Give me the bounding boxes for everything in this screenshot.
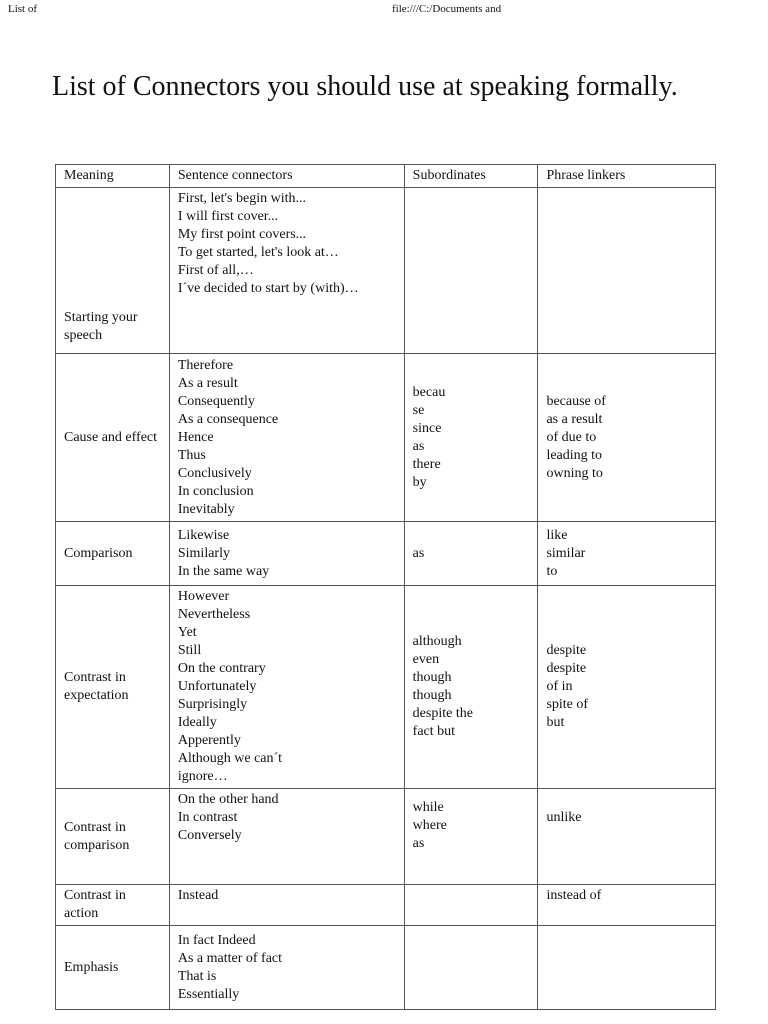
cell-line: Surprisingly [177, 697, 248, 712]
connectors-table [55, 164, 716, 1010]
table-row [56, 354, 716, 522]
column-header-sentence-connectors: Sentence connectors [169, 165, 404, 188]
meaning-cell: Contrast in expectation [56, 586, 170, 789]
cell-line: My first point covers... [177, 227, 307, 242]
cell-line: although [412, 634, 462, 649]
sentence-connectors-cell [169, 789, 404, 885]
cell-line: similar [546, 545, 586, 561]
cell-line: leading to [546, 447, 603, 463]
page-header-title: List of [8, 3, 38, 15]
cell-line: despite [546, 643, 587, 658]
cell-line: In the same way [177, 563, 270, 579]
column-header-subordinates: Subordinates [404, 165, 538, 188]
cell-line: On the contrary [177, 661, 266, 676]
cell-line: To get started, let's look at… [177, 245, 339, 260]
cell-line: Ideally [177, 715, 217, 730]
cell-line: even [412, 652, 440, 667]
meaning-cell: Contrast in action [56, 885, 170, 926]
cell-line: instead of [546, 888, 602, 903]
cell-line: Essentially [177, 986, 240, 1002]
subordinates-cell [404, 354, 538, 522]
cell-line: fact but [412, 724, 456, 739]
table-row [56, 885, 716, 926]
sentence-connectors-cell [169, 586, 404, 789]
cell-line: despite the [412, 706, 473, 721]
cell-line: As a matter of fact [177, 950, 283, 966]
cell-line: Thus [177, 447, 206, 463]
cell-line: despite [546, 661, 587, 676]
column-header-meaning: Meaning [56, 165, 170, 188]
meaning-cell: Starting your speech [56, 188, 170, 354]
cell-line: se [412, 402, 425, 418]
cell-line: unlike [546, 810, 582, 825]
cell-line: owning to [546, 465, 603, 481]
subordinates-cell [404, 789, 538, 885]
cell-line: I will first cover... [177, 209, 279, 224]
table-row [56, 188, 716, 354]
cell-line: Therefore [177, 357, 234, 373]
cell-line: That is [177, 968, 217, 984]
cell-line: First, let's begin with... [177, 191, 306, 206]
cell-line: because of [546, 393, 606, 409]
table-row [56, 926, 716, 1010]
sentence-connectors-cell [169, 188, 404, 354]
cell-line: On the other hand [177, 792, 279, 807]
page-header-url: file:///C:/Documents and [392, 3, 502, 15]
meaning-cell: Contrast in comparison [56, 789, 170, 885]
cell-line: of in [546, 679, 573, 694]
meaning-cell: Emphasis [56, 926, 170, 1010]
sentence-connectors-cell [169, 522, 404, 586]
table-header-row [56, 165, 716, 188]
column-header-phrase-linkers: Phrase linkers [538, 165, 716, 188]
cell-line: As a result [177, 375, 238, 391]
subordinates-cell [404, 522, 538, 586]
subordinates-cell [404, 885, 538, 926]
cell-line: Conclusively [177, 465, 252, 481]
cell-line: there [412, 456, 441, 472]
cell-line: In contrast [177, 810, 238, 825]
table-row [56, 586, 716, 789]
phrase-linkers-cell [538, 885, 716, 926]
cell-line: Likewise [177, 527, 230, 543]
cell-line: as [412, 836, 425, 851]
cell-line: As a consequence [177, 411, 279, 427]
cell-line: but [546, 715, 565, 730]
cell-line: However [177, 589, 230, 604]
cell-line: Apperently [177, 733, 241, 748]
cell-line: ignore… [177, 769, 228, 784]
phrase-linkers-cell [538, 926, 716, 1010]
sentence-connectors-cell [169, 354, 404, 522]
phrase-linkers-cell [538, 789, 716, 885]
phrase-linkers-cell [538, 354, 716, 522]
cell-line: where [412, 818, 447, 833]
phrase-linkers-cell [538, 586, 716, 789]
subordinates-cell [404, 188, 538, 354]
cell-line: as a result [546, 411, 603, 427]
subordinates-cell [404, 926, 538, 1010]
cell-line: In fact Indeed [177, 932, 256, 948]
subordinates-cell [404, 586, 538, 789]
cell-line: Nevertheless [177, 607, 251, 622]
cell-line: though [412, 670, 452, 685]
cell-line: by [412, 474, 427, 490]
cell-line: Inevitably [177, 501, 235, 517]
sentence-connectors-cell [169, 885, 404, 926]
phrase-linkers-cell [538, 188, 716, 354]
cell-line: Hence [177, 429, 214, 445]
cell-line: Still [177, 643, 202, 658]
sentence-connectors-cell [169, 926, 404, 1010]
table-row [56, 789, 716, 885]
cell-line: like [546, 527, 568, 543]
phrase-linkers-cell [538, 522, 716, 586]
cell-line: though [412, 688, 452, 703]
cell-line: Yet [177, 625, 197, 640]
table-row [56, 522, 716, 586]
cell-line: Although we can´t [177, 751, 283, 766]
meaning-cell: Cause and effect [56, 354, 170, 522]
meaning-cell: Comparison [56, 522, 170, 586]
cell-line: Unfortunately [177, 679, 257, 694]
cell-line: to [546, 563, 558, 579]
cell-line: becau [412, 384, 446, 400]
cell-line: Conversely [177, 828, 242, 843]
cell-line: since [412, 420, 442, 436]
cell-line: In conclusion [177, 483, 254, 499]
cell-line: of due to [546, 429, 597, 445]
cell-line: as [412, 438, 425, 454]
page-title: List of Connectors you should use at speaking formally. [52, 71, 678, 102]
cell-line: spite of [546, 697, 589, 712]
cell-line: Consequently [177, 393, 255, 409]
cell-line: Similarly [177, 545, 230, 561]
cell-line: First of all,… [177, 263, 254, 278]
cell-line: Instead [177, 888, 219, 903]
cell-line: as [412, 545, 425, 561]
cell-line: while [412, 800, 444, 815]
cell-line: I´ve decided to start by (with)… [177, 281, 359, 296]
